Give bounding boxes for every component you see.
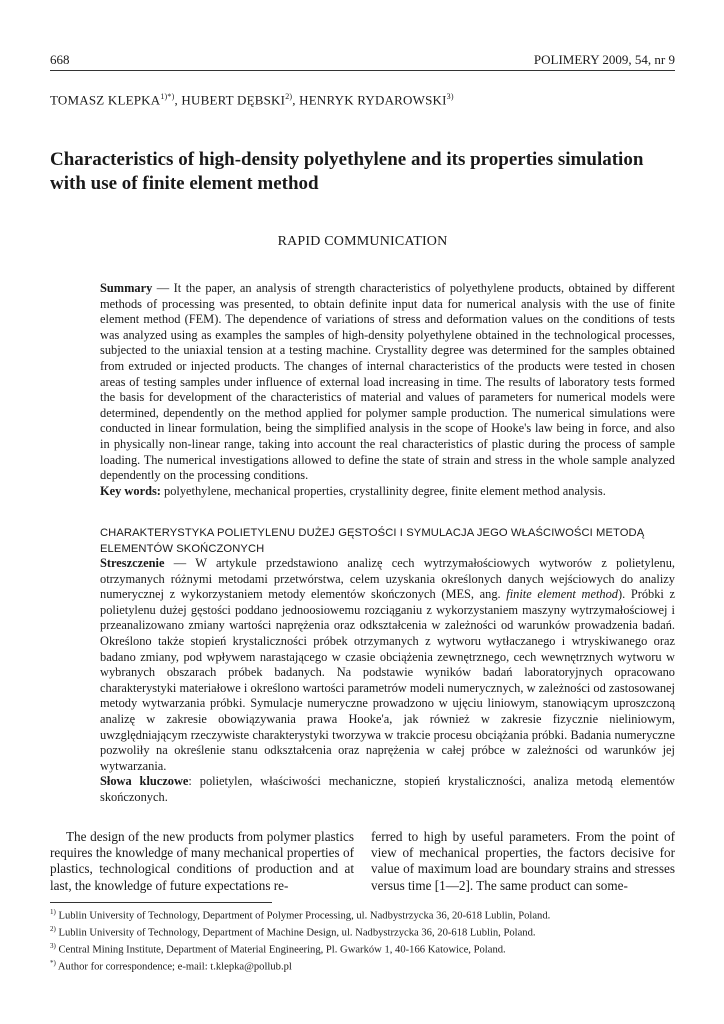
author-list: TOMASZ $KLEPKA^{1)*)}$, HUBERT DĘBSKI$^{2)}$, HENRYK RYDAROWSKI$^{3)}$ — [50, 92, 454, 108]
footnote-text: Central Mining Institute, Department of Material Engineering, Pl. Gwarków 1, 40-166 Katowice, Poland. — [55, 944, 506, 956]
author-name: TOMASZ KLEPKA — [50, 92, 161, 108]
running-header — [50, 52, 675, 68]
footnote-text: Lublin University of Technology, Department of Polymer Processing, ul. Nadbystrzycka 36, 20-618 Lublin, Poland. — [55, 910, 551, 922]
header-rule — [50, 70, 675, 71]
journal-citation: POLIMERY 2009, 54, nr 9 — [533, 52, 675, 67]
streszczenie-text-a: — W artykule przedstawiono analizę cech wytrzymałościowych wytworów z polietylenu, otrzymanych różnymi metodami przetwórstwa, celem uzyskania określonych danych wejściowych do analizy numerycznej z wykorzystaniem metody elementów skończonych (MES, ang. — [100, 556, 675, 602]
streszczenie-text-b: ). Próbki z polietylenu dużej gęstości poddano jednoosiowemu rozciąganiu z wykorzystaniem maszyny wytrzymałościowej i przeanalizowano zmiany wartości naprężenia oraz odkształcenia w zależności od warunków prowadzenia badań. Określono także stopień krystaliczności próbek otrzymanych z wytworu wytłaczanego i wtryskiwanego oraz badano zmiany, pod wpływem narastającego w czasie obciążenia zewnętrznego, cech wewnętrznych wytworu w wybranych obszarach próbek badanych. Na podstawie wyników badań laboratoryjnych opracowano charakterystyki materiałowe i określono wartości parametrów modeli numerycznych, w zależności od zastosowanej metody wytwarzania próbki. Symulacje numeryczne prowadzono w ujęciu liniowym, stanowiącym uproszczoną analizę w zakresie obowiązywania prawa Hooke'a, jak również w zakresie fizycznie nieliniowym, uwzględniającym rzeczywiste charakterystyki tworzywa w trakcie procesu obciążania próbki. Badania numeryczne pozwoliły na określenie stanu odkształcenia oraz naprężenia w całej próbce w zależności od warunków jej wytwarzania. — [100, 587, 675, 773]
footnote-mark: 1) — [50, 908, 56, 916]
author-name: HENRYK RYDAROWSKI — [299, 92, 447, 108]
author-affiliation-mark: 2) — [285, 92, 293, 101]
footnote-rule — [50, 902, 272, 903]
author-affiliation-mark: 3) — [446, 92, 454, 101]
footnote-text: Author for correspondence; e-mail: t.klepka@pollub.pl — [55, 961, 292, 973]
summary-label: Summary — [100, 281, 153, 295]
paper-title: Characteristics of high-density polyethylene and its properties simulation with use of finite element method — [50, 149, 644, 194]
polish-abstract — [100, 556, 675, 806]
author-affiliation-mark: 1)*) — [160, 92, 175, 101]
footnote — [50, 906, 675, 923]
body-paragraph: The design of the new products from polymer plastics requires the knowledge of many mechanical properties of plastics, technological conditions of production and at last, the knowledge of future expectations re- — [50, 829, 354, 893]
streszczenie-italic: finite element method — [506, 587, 618, 602]
footnote-mark: 2) — [50, 924, 56, 933]
footnote-text: Lublin University of Technology, Department of Machine Design, ul. Nadbystrzycka 36, 20-618 Lublin, Poland. — [55, 927, 536, 939]
footnotes — [50, 906, 675, 974]
streszczenie-label: Streszczenie — [100, 556, 165, 570]
body-column-left — [50, 829, 354, 894]
section-label: RAPID COMMUNICATION — [277, 234, 448, 249]
footnote — [50, 957, 675, 974]
polish-title: CHARAKTERYSTYKA POLIETYLENU DUŻEJ GĘSTOŚCI I SYMULACJA JEGO WŁAŚCIWOŚCI METODĄ ELEMENTÓW SKOŃCZONYCH — [100, 527, 645, 555]
keywords-label: Key words: — [100, 483, 161, 498]
body-column-right — [371, 829, 675, 894]
footnote-mark: *) — [50, 958, 56, 967]
slowa-kluczowe-text: : polietylen, właściwości mechaniczne, stopień krystaliczności, analiza metodą elementów skończonych. — [100, 774, 675, 804]
english-abstract — [100, 281, 675, 499]
summary-text: — It the paper, an analysis of strength characteristics of polyethylene products, obtained by different methods of processing was presented, to obtain definite input data for numerical analysis with the use of finite element method (FEM). The dependence of variations of stress and deformation values on the conditions of tests was analyzed using as examples the samples of high-density polyethylene obtained in the technological processes, subjected to the uniaxial tension at a testing machine. Crystallity degree was determined for the samples obtained from extruded or injected products. The changes of internal characteristics of the products were tested in chosen areas of testing samples under influence of external load increasing in time. The results of laboratory tests formed the basis for development of the characteristics of material and values of parameters for numerical models were determined, dependently on the method applied for polymer sample production. The numerical simulations were conducted in linear formulation, being the simplified analysis in the scope of Hooke's law being in force, and also in physically non-linear range, taking into account the real characteristics of plastic during the process of sample loading. The numerical investigations allowed to define the state of strain and stress in the whole sample analyzed dependently on the processing conditions. — [100, 281, 675, 483]
footnote-mark: 3) — [50, 941, 56, 950]
body-paragraph: ferred to high by useful parameters. From the point of view of mechanical properties, the factors decisive for value of maximum load are boundary strains and stresses versus time [1—2]. The same product can some- — [371, 829, 675, 893]
page-number: 668 — [50, 52, 70, 67]
footnote — [50, 923, 675, 940]
author-name: HUBERT DĘBSKI — [181, 92, 286, 108]
slowa-kluczowe-label: Słowa kluczowe — [100, 774, 189, 789]
footnote — [50, 940, 675, 957]
body-columns — [50, 829, 675, 894]
keywords-text: polyethylene, mechanical properties, crystallinity degree, finite element method analysis. — [160, 483, 606, 498]
